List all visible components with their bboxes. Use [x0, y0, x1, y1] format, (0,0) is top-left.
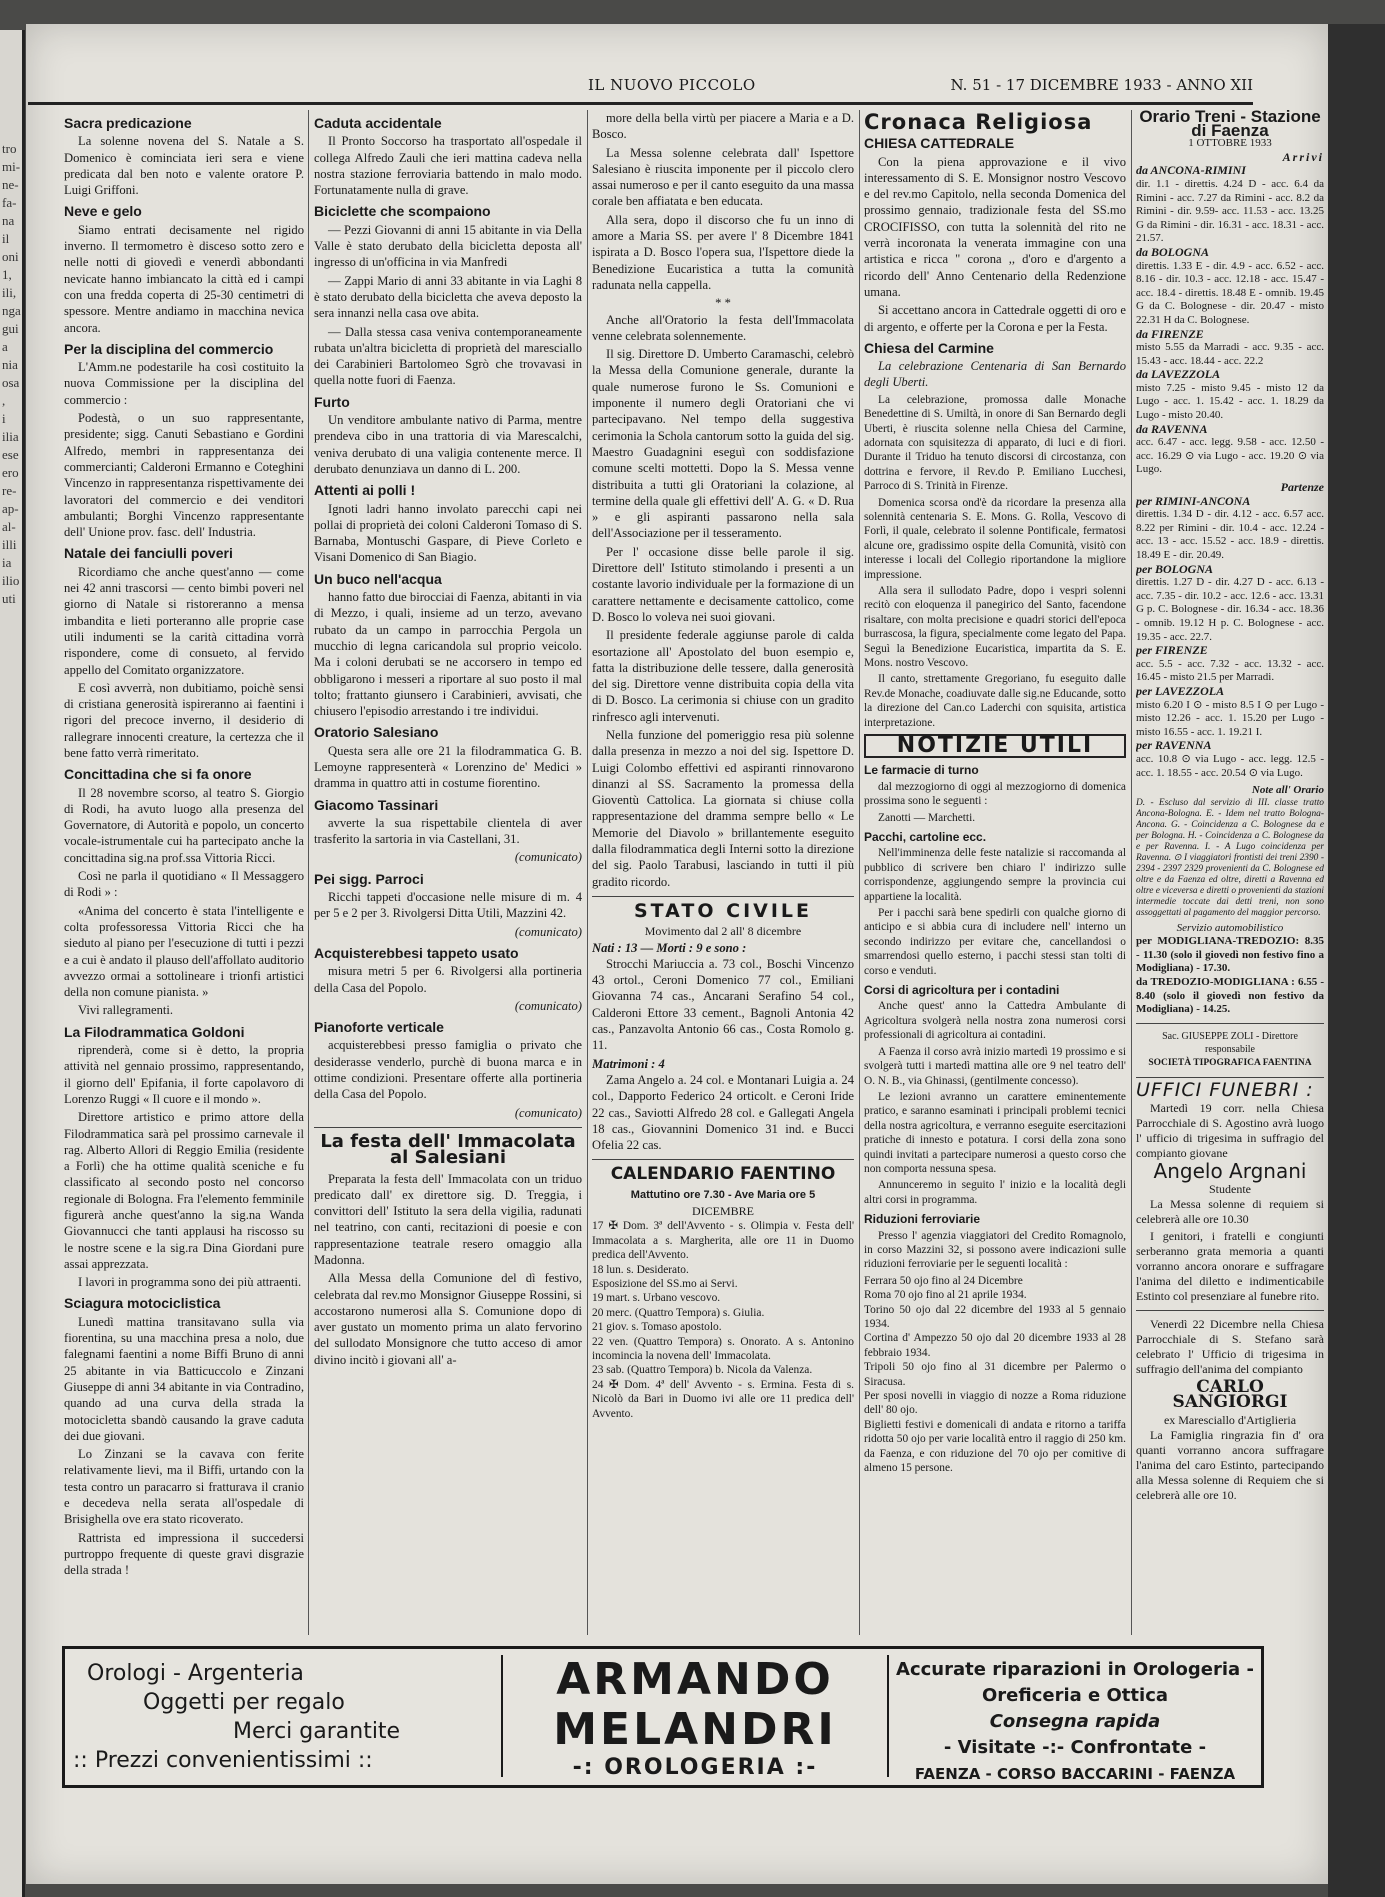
- article-body: Presso l' agenzia viaggiatori del Credito Romagnolo, in corso Mazzini 32, si possono avere indicazioni sulle riduzioni ferroviarie per le seguenti località :: [864, 1229, 1126, 1271]
- column-rule: [587, 110, 588, 1635]
- article-body: Alla Messa della Comunione del dì festivo, celebrata dal rev.mo Monsignor Giuseppe Rossini, si accostarono numerosi alla S. Comunione dopo di aver gustato un momento prima un alato fervorino del sullodato Monsignore che tutto acceso di amor divino incitò i giovani all' a-: [314, 1271, 582, 1367]
- article-body: riprenderà, come si è detto, la propria attività nel gennaio prossimo, rappresentando, il giorno dell' Epifania, il forte capolavoro di Lorenzo Ruggi « Il cuore e il mondo ».: [64, 1043, 304, 1106]
- arrivals-label: Arrivi: [1282, 149, 1324, 164]
- article-title: Acquisterebbesi tappeto usato: [314, 944, 519, 961]
- notes-label: Note all' Orario: [1251, 784, 1324, 797]
- article-title: Per la disciplina del commercio: [64, 340, 274, 357]
- article-body: Con la piena approvazione e il vivo interessamento di S. E. Monsignor nostro Vescovo e del rev.mo Capitolo, nella seconda Domenica del prossimo gennaio, tradizionale festa del SS.mo CROCIFISSO, con tutta la solennità del rito ne verrà incoronata la venerata immagine con una artistica e ricca " corona ,, d'oro e d'argento a ricordo dell' Anno Centenario della Redenzione umana.: [864, 154, 1126, 299]
- prev-page-fragment: fa-: [2, 195, 17, 210]
- divider: [1136, 1310, 1324, 1311]
- article-body: — Dalla stessa casa veniva contemporaneamente rubata un'altra bicicletta di proprietà del maresciallo dei Carabinieri Bartolomeo Sgrò che trovavasi in quella notte fuori di Faenza.: [314, 324, 582, 388]
- prev-page-fragment: na: [2, 213, 15, 228]
- column-5: [1136, 110, 1324, 1630]
- divider: [592, 896, 854, 897]
- stato-civile-subtitle: Movimento dal 2 all' 8 dicembre: [644, 924, 802, 939]
- article-body: Anche quest' anno la Cattedra Ambulante di Agricoltura svolgerà nella nostra zona numerosi corsi professionali di agricoltura ai contadini.: [864, 1000, 1126, 1042]
- train-direction: da BOLOGNA: [1136, 244, 1210, 259]
- funeral-heading: UFFICI FUNEBRI :: [1136, 1078, 1314, 1101]
- train-times: direttis. 1.34 D - dir. 4.12 - acc. 6.57 acc. 8.22 per Rimini - dir. 10.4 - acc. 12.24 - acc. 13 - acc. 15.52 - acc. 18.9 - direttis. 18.49 E - dir. 20.49.: [1136, 508, 1324, 561]
- column-4: [864, 110, 1126, 1630]
- article-body: misura metri 5 per 6. Rivolgersi alla portineria della Casa del Popolo.: [314, 964, 582, 995]
- prev-page-fragment: i: [2, 411, 6, 426]
- melandri-advertisement: [62, 1646, 1264, 1788]
- article-body: Anche all'Oratorio la festa dell'Immacolata venne celebrata solennemente.: [592, 312, 854, 343]
- prev-page-fragment: mi-: [2, 159, 21, 174]
- stato-civile-nati: Nati : 13 — Morti : 9 e sono :: [592, 940, 747, 955]
- train-times: direttis. 1.33 E - dir. 4.9 - acc. 6.52 - acc. 8.16 - dir. 10.3 - acc. 12.18 - acc. 15.47 - acc. 18.4 - direttis. 18.48 E - omnib. 19.45 G da C. Bolognese - dir. 20.47 - misto 22.31 H da C. Bolognese.: [1136, 259, 1324, 326]
- ad-name-first: ARMANDO: [556, 1654, 834, 1705]
- comunicato-note: (comunicato): [514, 850, 582, 865]
- article-body: Nella funzione del pomeriggio resa più solenne dalla presenza in mezzo a noi del sig. Ispettore D. Luigi Colombo effettivi ed aspiranti rinnovarono dinanzi al SS. Sacramento la promessa della Gioventù Cattolica. La giornata si chiuse colla rappresentazione del dramma sempre bello « Le Memorie del Diavolo » brillantemente eseguito dalla filodrammatica degli Interni sotto la direzione del sig. Paolo Tarabusi, lasciando in tutti il più gradito ricordo.: [592, 727, 854, 889]
- article-body: Per i pacchi sarà bene spedirli con qualche giorno di anticipo e si abbia cura di includere nell' interno un secondo indirizzo per evitare che, cancellandosi o smarrendosi quello esterno, i pacchi stessi stan tolti di corso e venduti.: [864, 907, 1126, 977]
- train-schedule-heading: Orario Treni - Stazione di Faenza: [1139, 110, 1321, 140]
- article-title: Oratorio Salesiano: [314, 724, 439, 741]
- article-title: Un buco nell'acqua: [314, 570, 442, 587]
- prev-page-fragment: illi: [2, 537, 17, 552]
- calendar-heading: CALENDARIO FAENTINO: [610, 1164, 836, 1185]
- prev-page-fragment: oni: [2, 249, 19, 264]
- calendar-subtitle: Mattutino ore 7.30 - Ave Maria ore 5: [630, 1188, 816, 1201]
- printer-line: SOCIETÀ TIPOGRAFICA FAENTINA: [1148, 1058, 1312, 1069]
- ad-line: Merci garantite: [233, 1719, 401, 1744]
- prev-page-fragment: ilio: [2, 573, 20, 588]
- article-body: La Messa solenne celebrata dall' Ispettore Salesiano è riuscita imponente per il piccolo clero assai numeroso e per il canto eseguito da una massa corale ben affiatata e ben educata.: [592, 145, 854, 209]
- article-body: Il sig. Direttore D. Umberto Caramaschi, celebrò la Messa della Comunione generale, durante la quale numerose furono le Ss. Comunioni e imponente il numero degli Oratoriani che vi partecipavano. Nel tempo della suggestiva cerimonia la Schola cantorum sotto la guida del sig. Maestro Guadagnini eseguì con soddisfazione comune scelti mottetti. Dopo la S. Messa venne distribuita a tutti gli Oratoriani la colazione, al termine della quale gli effettivi dell' A. G. « D. Rua » e gli aspiranti passarono nella sala dell'Associazione per il tesseramento.: [592, 347, 854, 541]
- ad-divider: [501, 1655, 503, 1777]
- deceased-name: CARLO SANGIORGI: [1172, 1377, 1288, 1413]
- article-body: A Faenza il corso avrà inizio martedì 19 prossimo e si svolgerà tutti i martedì mattina alle ore 9 nel teatro dell' O. N. B., via Ghinassi, (gentilmente concesso).: [864, 1045, 1126, 1087]
- prev-page-fragment: ,: [2, 393, 6, 408]
- section-title: Pacchi, cartoline ecc.: [864, 830, 987, 845]
- arrivals-list: [1136, 164, 1324, 477]
- departures-list: [1136, 495, 1324, 780]
- ad-divider: [887, 1655, 889, 1777]
- departures-label: Partenze: [1280, 480, 1324, 495]
- stato-civile-morti: Strocchi Mariuccia a. 73 col., Boschi Vincenzo 43 ortol., Ceroni Domenico 77 col., Emiliani Giovanna 74 cas., Ancarani Serafino 54 col., Calderoni Ettore 33 cement., Bagnoli Antonia 42 cas., Panzavolta Antonio 66 cas., Costa Romolo g. 11.: [592, 956, 854, 1053]
- article-body: — Zappi Mario di anni 33 abitante in via Laghi 8 è stato derubato della bicicletta che aveva deposto la sera innanzi nella casa ove abita.: [314, 273, 582, 321]
- article-body: Le lezioni avranno un carattere eminentemente pratico, e saranno esaminati i principali problemi tecnici della nostra agricoltura, e verranno eseguite esercitazioni pratiche di innesto e potatura. I corsi della zona sono quindi invitati a partecipare numerosi a questo corso che non comporta nessuna spesa.: [864, 1090, 1126, 1175]
- calendar-entry: 22 ven. (Quattro Tempora) s. Onorato. A s. Antonino incomincia la novena dell' Immacolata.: [592, 1335, 854, 1362]
- article-body: Il presidente federale aggiunse parole di calda esortazione all' Apostolato del buon esempio e, fatta la distribuzione delle tessere, dalla generosità del sig. Direttore venne distribuita copia della vita di D. Bosco. La cerimonia si chiuse con un gradito rinfresco agli intervenuti.: [592, 628, 854, 724]
- article-title: La Filodrammatica Goldoni: [64, 1023, 245, 1040]
- train-times: acc. 5.5 - acc. 7.32 - acc. 13.32 - acc. 16.45 - misto 21.5 per Marradi.: [1136, 657, 1324, 684]
- calendar-entry: Esposizione del SS.mo ai Servi.: [592, 1277, 738, 1290]
- bus-line: da TREDOZIO-MODIGLIANA : 6.55 - 8.40 (solo il giovedì non festivo da Modigliana) - 14.25.: [1136, 976, 1324, 1016]
- bus-line: per MODIGLIANA-TREDOZIO: 8.35 - 11.30 (solo il giovedì non festivo fino a Modigliana) - 17.30.: [1136, 935, 1324, 975]
- notizie-utili-box: [864, 734, 1126, 758]
- divider: [1136, 1077, 1324, 1078]
- page-header: [28, 72, 1253, 105]
- article-body: hanno fatto due birocciai di Faenza, abitanti in via di Mezzo, i quali, insieme ad un terzo, avevano rubato da un campo in parrocchia Pergola un mucchio di legna caricandola sul proprio veicolo. Ma i coloni derubati se ne accorsero in tempo ed obbligarono i messeri a riportare al suo posto il mal tolto; frattanto giunsero i Carabinieri, avvisati, che chiusero l'episodio arrestando i tre individui.: [314, 590, 582, 719]
- article-body: «Anima del concerto è stata l'intelligente e colta professoressa Vittoria Ricci che ha sieduto al piano per l'esecuzione di tutti i pezzi e a cui è andato il plauso dell'affollato auditorio avvezzo ormai a sottolineare i trionfi artistici della non comune pianista. »: [64, 903, 304, 1000]
- article-body: dal mezzogiorno di oggi al mezzogiorno di domenica prossima sono le seguenti :: [864, 780, 1126, 808]
- column-rule: [308, 110, 309, 1635]
- article-body: Così ne parla il quotidiano « Il Messaggero di Rodi » :: [64, 869, 304, 900]
- train-times: misto 6.20 I ⊙ - misto 8.5 I ⊙ per Lugo - misto 12.26 - acc. 1. 15.20 per Lugo - misto 16.55 - acc. 1. 19.21 I.: [1136, 698, 1324, 738]
- fare-line: Tripoli 50 ojo fino al 31 dicembre per Palermo o Siracusa.: [864, 1361, 1126, 1388]
- article-body: avverte la sua rispettabile clientela di aver trasferito la sartoria in via Castellani, 31.: [314, 815, 582, 847]
- article-body: Alla sera il sullodato Padre, dopo i vespri solenni recitò con eloquenza il panegirico del Santo, facendone risaltare, con molta precisione e quadri storici dell'epoca burrascosa, la figura, specialmente come legato del Papa. Seguì la Benedizione Eucaristica, impartita da S. E. Mons. nostro Vescovo.: [864, 585, 1126, 670]
- train-times: dir. 1.1 - direttis. 4.24 D - acc. 6.4 da Rimini - acc. 7.27 da Rimini - acc. 8.2 da Rimini - dir. 9.59- acc. 11.53 - acc. 13.25 G da Rimini - dir. 16.31 - acc. 18.31 - acc. 21.57.: [1136, 177, 1324, 245]
- calendar-entry: 23 sab. (Quattro Tempora) b. Nicola da Valenza.: [592, 1364, 813, 1377]
- scan-right-edge: [1328, 24, 1385, 1897]
- cronaca-religiosa-heading: Cronaca Religiosa: [864, 110, 1093, 134]
- article-title: Giacomo Tassinari: [314, 796, 439, 813]
- deceased-name: Angelo Argnani: [1153, 1159, 1307, 1184]
- deceased-title: ex Maresciallo d'Artiglieria: [1163, 1413, 1297, 1428]
- ad-address: FAENZA - CORSO BACCARINI - FAENZA: [914, 1765, 1236, 1783]
- prev-page-fragment: gui: [2, 321, 19, 336]
- article-body: acquisterebbesi presso famiglia o privato che desiderasse venderlo, purchè di buona marca e in ottime condizioni. Presentare offerte alla portineria della Casa del Popolo.: [314, 1038, 582, 1102]
- article-body: Rattrista ed impressiona il succedersi purtroppo frequente di queste gravi disgrazie della strada !: [64, 1530, 304, 1578]
- stato-civile-matrimoni-list: Zama Angelo a. 24 col. e Montanari Luigia a. 24 col., Dapporto Federico 24 orticolt. e Ceroni Iride 22 cas., Saviotti Alfredo 28 col. e Gallegati Angela 18 cas., Giovannini Domenico 31 ind. e Bucci Ofelia 22 cas.: [592, 1072, 854, 1153]
- prev-page-fragment: a: [2, 339, 8, 354]
- article-body: — Pezzi Giovanni di anni 15 abitante in via Della Valle è stato derubato della bicicletta deposta all' ingresso di un'officina in via Manfredi: [314, 222, 582, 270]
- article-body: Ignoti ladri hanno involato parecchi capi nei pollai di proprietà dei coloni Calderoni Tomaso di S. Barnaba, Montuschi Gaspare, di Pieve Corleto e Visani Domenico di San Biagio.: [314, 501, 582, 565]
- ad-line: Consegna rapida: [989, 1711, 1161, 1732]
- funeral-text: La Messa solenne di requiem si celebrerà alle ore 10.30: [1136, 1197, 1324, 1227]
- train-schedule-date: 1 OTTOBRE 1933: [1188, 137, 1272, 150]
- article-body: I lavori in programma sono dei più attraenti.: [78, 1275, 302, 1290]
- column-rule: [1131, 110, 1132, 1635]
- ad-line: Accurate riparazioni in Orologeria - Oreficeria e Ottica: [896, 1659, 1254, 1706]
- train-direction: per LAVEZZOLA: [1136, 683, 1225, 698]
- prev-page-fragment: 1,: [2, 267, 12, 282]
- comunicato-note: (comunicato): [514, 1105, 582, 1120]
- article-body: Il 28 novembre scorso, al teatro S. Giorgio di Rodi, ha avuto luogo alla presenza del Governatore, di Autorità e popolo, un concerto vocale-istrumentale cui ha partecipato anche la concittadina sig.na prof.ssa Vittoria Ricci.: [64, 785, 304, 865]
- article-body: more della bella virtù per piacere a Maria e a D. Bosco.: [592, 111, 854, 142]
- prev-page-fragment: nia: [2, 357, 18, 372]
- section-title: Corsi di agricoltura per i contadini: [864, 983, 1060, 998]
- article-body: Vivi rallegramenti.: [78, 1003, 174, 1018]
- prev-page-fragment: ap-: [2, 501, 19, 516]
- article-body: Questa sera alle ore 21 la filodrammatica G. B. Lemoyne rappresenterà « Lorenzino de' Medici » dramma in quattro atti in costume fiorentino.: [314, 743, 582, 791]
- article-title: Concittadina che si fa onore: [64, 766, 252, 783]
- article-title: Neve e gelo: [64, 203, 142, 220]
- prev-page-fragment: ne-: [2, 177, 19, 192]
- article-title: Attenti ai polli !: [314, 482, 416, 499]
- calendar-entry: 19 mart. s. Urbano vescovo.: [592, 1292, 721, 1305]
- prev-page-fragment: il: [2, 231, 10, 246]
- bus-service-label: Servizio automobilistico: [1176, 921, 1284, 934]
- calendar-entry: 18 lun. s. Desiderato.: [592, 1263, 689, 1276]
- article-body: Ricchi tappeti d'occasione nelle misure di m. 4 per 5 e 2 per 3. Rivolgersi Ditta Utili, Mazzini 42.: [314, 890, 582, 921]
- funeral-text: Martedì 19 corr. nella Chiesa Parrocchiale di S. Agostino avrà luogo l' ufficio di trigesima in suffragio del compianto giovane: [1136, 1101, 1324, 1161]
- fare-line: Cortina d' Ampezzo 50 ojo dal 20 dicembre 1933 al 28 febbraio 1934.: [864, 1332, 1126, 1359]
- article-body: Annunceremo in seguito l' inizio e la località degli altri corsi in programma.: [864, 1179, 1126, 1206]
- ad-business: -: OROLOGERIA :-: [572, 1755, 818, 1780]
- article-body: La solenne novena del S. Natale a S. Domenico è cominciata ieri sera e viene predicata dal ben noto e valente oratore P. Luigi Griffoni.: [64, 134, 304, 198]
- article-body: Per l' occasione disse belle parole il sig. Direttore dell' Istituto stimolando i presenti a un costante lavorio individuale per la formazione di un carattere nettamente e decisamente cattolico, come D. Bosco lo voleva nei suoi giovani.: [592, 544, 854, 624]
- ad-name-last: MELANDRI: [553, 1704, 837, 1755]
- article-body: Preparata la festa dell' Immacolata con un triduo predicato dall' ex direttore sig. D. Treggia, i convittori dell' Istituto la sera della vigilia, radunati nel teatrino, con canti, recitazioni di poesie e con rappresentazione teatrale resero omaggio alla Madonna.: [314, 1171, 582, 1267]
- calendar-month: DICEMBRE: [691, 1204, 754, 1218]
- article-title: Pei sigg. Parroci: [314, 870, 424, 887]
- article-body: Alla sera, dopo il discorso che fu un inno di amore a Maria SS. per avere l' 8 Dicembre 1841 ispirata a D. Bosco l'opera sua, l'Ispettore diede la Benedizione Eucaristica a tutta la comunità radunata nella cappella.: [592, 212, 854, 292]
- ad-line: - Visitate -:- Confrontate -: [943, 1737, 1207, 1758]
- article-body: Il Pronto Soccorso ha trasportato all'ospedale il collega Alfredo Zauli che ieri mattina cadeva nella nostra stazione ferroviaria battendo in malo modo. Fortunatamente nulla di grave.: [314, 134, 582, 198]
- calendar-entry: 24 ✠ Dom. 4ª dell' Avvento - s. Ermina. Festa di s. Nicolò da Bari in Duomo ivi alle ore 11 predica dell' Avvento.: [592, 1378, 854, 1420]
- article-body: Lo Zinzani se la cavava con ferite relativamente lievi, ma il Biffi, urtando con la testa contro un paracarro si fratturava il cranio e decedeva nella serata all'ospedale di Brisighella ove era stato ricoverato.: [64, 1447, 304, 1527]
- funeral-text: La Famiglia ringrazia fin d' ora quanti vorranno ancora suffragare l'anima del caro Estinto, partecipando alla Messa solenne di Requiem che si celebrerà alle ore 10.: [1136, 1428, 1324, 1503]
- train-times: misto 5.55 da Marradi - acc. 9.35 - acc. 15.43 - acc. 18.44 - acc. 22.2: [1136, 341, 1324, 367]
- prev-page-fragment: al-: [2, 519, 16, 534]
- deceased-title: Studente: [1209, 1182, 1251, 1197]
- article-title: Biciclette che scompaiono: [314, 203, 491, 220]
- ad-line: Oggetti per regalo: [143, 1690, 345, 1715]
- train-times: acc. 6.47 - acc. legg. 9.58 - acc. 12.50 - acc. 16.29 ⊙ via Lugo - acc. 19.20 ⊙ via Lugo.: [1136, 436, 1324, 476]
- section-subtitle: La celebrazione Centenaria di San Bernardo degli Uberti.: [864, 359, 1126, 390]
- article-body: Il canto, strettamente Gregoriano, fu eseguito dalle Rev.de Monache, coadiuvate dalle sig.ne Educande, sotto la direzione del Can.co Laderchi con squisita, artistica interpretazione.: [864, 673, 1126, 729]
- fare-line: Biglietti festivi e domenicali di andata e ritorno a tariffa ridotta 50 ojo per varie località entro il raggio di 250 km. da Faenza, e con riduzione del 70 ojo per comitive di almeno 15 persone.: [864, 1418, 1126, 1475]
- article-body: E così avverrà, non dubitiamo, poichè sensi di cristiana generosità ispireranno ai faentini i rigori del precoce inverno, il desiderio di rallegrare innocenti creature, la certezza che il bene fatto verrà rimeritato.: [64, 680, 304, 760]
- column-2: [314, 110, 582, 1630]
- article-body: Lunedì mattina transitavano sulla via fiorentina, su una macchina presa a nolo, due falegnami faentini a nome Biffi Bruno di anni 25 abitante in via Batticuccolo e Zinzani Giuseppe di anni 34 abitante in via Contradino, quando ad una curva della strada la motocicletta sbandò causando la grave caduta dei due giovani.: [64, 1314, 304, 1443]
- train-times: direttis. 1.27 D - dir. 4.27 D - acc. 6.13 - acc. 7.35 - dir. 10.2 - acc. 12.6 - acc. 13.31 G p. C. Bolognese - dir. 16.34 - acc. 18.36 - omnib. 19.12 H p. C. Bolognese - acc. 19.35 - acc. 22.7.: [1136, 576, 1324, 643]
- editor-line: Sac. GIUSEPPE ZOLI - Direttore responsabile: [1162, 1030, 1298, 1056]
- prev-page-fragment: tro: [2, 141, 17, 156]
- article-body: Un venditore ambulante nativo di Parma, mentre prendeva cibo in una trattoria di via Marescalchi, veniva derubato di una valigia contenente merce. Il derubato denunziava un danno di L. 200.: [314, 413, 582, 476]
- prev-page-fragment: ili,: [2, 285, 17, 300]
- article-body: La celebrazione, promossa dalle Monache Benedettine di S. Umiltà, in onore di San Bernardo degli Uberti, è riuscita solenne nella Chiesa del Carmine, adornata con squisitezza di apparato, di luci e di fiori. Durante il Triduo ha tenuto discorsi di circostanza, con dottrina e fervore, il Rev.do P. Emiliano Lucchesi, Parroco di S. Trinità in Firenze.: [864, 393, 1126, 493]
- ad-line: Orologi - Argenteria: [87, 1661, 304, 1686]
- divider: [1136, 1023, 1324, 1024]
- fare-line: Ferrara 50 ojo fino al 24 Dicembre: [864, 1274, 1023, 1287]
- prev-page-fragment: ese: [2, 447, 19, 462]
- train-times: acc. 10.8 ⊙ via Lugo - acc. legg. 12.5 - acc. 1. 18.55 - acc. 20.54 ⊙ via Lugo.: [1136, 752, 1324, 779]
- calendar-entry: 20 merc. (Quattro Tempora) s. Giulia.: [592, 1306, 765, 1319]
- article-body: Nell'imminenza delle feste natalizie si raccomanda al pubblico di scrivere ben chiaro l' indirizzo sulle corrispondenze, aggiungendo sempre la provincia cui appartiene la località.: [864, 847, 1126, 903]
- train-direction: da ANCONA-RIMINI: [1136, 163, 1246, 178]
- train-direction: per RIMINI-ANCONA: [1136, 493, 1251, 508]
- article-body: Zanotti — Marchetti.: [878, 811, 976, 824]
- immacolata-headline: La festa dell' Immacolata al Salesiani: [320, 1130, 576, 1169]
- funeral-text: I genitori, i fratelli e congiunti serberanno grata memoria a quanti vorranno ancora onorare e suffragare l'anima del diletto e indimenticabile Estinto col presenziare al funebre rito.: [1136, 1229, 1324, 1304]
- funeral-text: Venerdì 22 Dicembre nella Chiesa Parrocchiale di S. Stefano sarà celebrato l' Ufficio di trigesima in suffragio dell'anima del compianto: [1136, 1317, 1324, 1377]
- article-title: Natale dei fanciulli poveri: [64, 545, 233, 562]
- fare-line: Torino 50 ojo dal 22 dicembre del 1933 al 5 gennaio 1934.: [864, 1303, 1126, 1331]
- article-body: Ricordiamo che anche quest'anno — come nei 42 anni trascorsi — cento bimbi poveri nel giorno di Natale si ristoreranno a mensa imbandita e lieti porteranno alle proprie case utili indumenti se la carità cittadina vorrà rispondere, come di consueto, al fervido appello del Comitato organizzatore.: [64, 564, 304, 677]
- comunicato-note: (comunicato): [514, 998, 582, 1013]
- prev-page-fragment: osa: [2, 375, 20, 390]
- article-title: Sacra predicazione: [64, 115, 192, 131]
- article-title: Sciagura motociclistica: [64, 1295, 221, 1312]
- publication-title: IL NUOVO PICCOLO: [588, 76, 756, 94]
- calendar-entry: 17 ✠ Dom. 3ª dell'Avvento - s. Olimpia v. Festa dell' Immacolata a s. Margherita, alle ore 11 in Duomo predica dell'Avvento.: [592, 1220, 854, 1262]
- article-body: Si accettano ancora in Cattedrale oggetti di oro e di argento, e offerte per la Corona e per la Festa.: [864, 303, 1126, 334]
- section-title: CHIESA CATTEDRALE: [864, 135, 1015, 152]
- article-body: Direttore artistico e primo attore della Filodrammatica sarà pel prossimo carnevale il rag. Alberto Allori di Reggio Emilia (residente a Forlì) che ha ottime qualità sceniche e fu classificato al secondo posto nel concorso regionale di Bologna. Fra l'elemento femminile figurerà anche quest'anno la sig.na Wanda Giovannucci che tanti applausi ha riscosso su le nostre scene e la sig.ra Dina Giordani pure assai apprezzata.: [64, 1110, 304, 1271]
- prev-page-fragment: ia: [2, 555, 12, 570]
- prev-page-fragment: uti: [2, 591, 16, 606]
- article-body: Siamo entrati decisamente nel rigido inverno. Il termometro è disceso sotto zero e nelle notti di giovedì e venerdì abbondanti nevicate hanno imbiancato la città ed i campi con una fredda coperta di 25-30 centimetri di spessore. Mentre andiamo in macchina nevica ancora.: [64, 222, 304, 335]
- article-body: L'Amm.ne podestarile ha così costituito la nuova Commissione per la disciplina del commercio :: [64, 360, 304, 407]
- schedule-notes: D. - Escluso dal servizio di III. classe tratto Ancona-Bologna. E. - Idem nel tratto Bologna-Ancona. G. - Coincidenza a C. Bolognese da e per Bologna. H. - Coincidenza a C. Bolognese da e per Ravenna. I. - A Lugo coincidenza per Ravenna. ⊙ I viaggiatori frontisti dei treni 2390 - 2394 - 2397 2329 provenienti da C. Bolognese ed oltre e da Faenza ed oltre, diretti a Ravenna ed oltre e viceversa e diretti o provenienti da stazioni intermedie toccate dai detti treni, non sono assoggettati al pagamento del maggior percorso.: [1136, 797, 1324, 918]
- fare-line: Per sposi novelli in viaggio di nozze a Roma riduzione dell' 80 ojo.: [864, 1390, 1126, 1417]
- divider: [314, 1127, 582, 1128]
- previous-page-edge: [0, 30, 25, 1897]
- stato-civile-heading: STATO CIVILE: [634, 899, 812, 922]
- column-3: [592, 110, 854, 1630]
- train-direction: per RAVENNA: [1136, 738, 1212, 753]
- calendar-entry: 21 giov. s. Tomaso apostolo.: [592, 1321, 722, 1334]
- column-1: [64, 110, 304, 1630]
- prev-page-fragment: nga: [2, 303, 21, 318]
- article-title: Furto: [314, 393, 350, 410]
- section-title: Chiesa del Carmine: [864, 339, 994, 356]
- train-direction: per FIRENZE: [1136, 643, 1208, 658]
- comunicato-note: (comunicato): [514, 924, 582, 939]
- train-direction: per BOLOGNA: [1136, 561, 1213, 576]
- train-direction: da LAVEZZOLA: [1136, 367, 1221, 382]
- notizie-utili-heading: NOTIZIE UTILI: [896, 733, 1094, 759]
- train-times: misto 7.25 - misto 9.45 - misto 12 da Lugo - acc. 1. 15.42 - acc. 1. 18.29 da Lugo - misto 20.40.: [1136, 381, 1324, 422]
- article-title: Caduta accidentale: [314, 115, 442, 131]
- issue-info: N. 51 - 17 DICEMBRE 1933 - ANNO XII: [950, 76, 1253, 94]
- prev-page-fragment: ilia: [2, 429, 19, 444]
- section-title: Riduzioni ferroviarie: [864, 1212, 981, 1227]
- article-title: Pianoforte verticale: [314, 1019, 444, 1036]
- stato-civile-matrimoni: Matrimoni : 4: [592, 1056, 665, 1071]
- section-title: Le farmacie di turno: [864, 763, 979, 778]
- asterism: * *: [715, 296, 731, 311]
- train-direction: da RAVENNA: [1136, 421, 1208, 436]
- train-direction: da FIRENZE: [1136, 326, 1204, 341]
- prev-page-fragment: re-: [2, 483, 17, 498]
- fare-line: Roma 70 ojo fino al 21 aprile 1934.: [864, 1289, 1027, 1302]
- divider: [592, 1159, 854, 1160]
- prev-page-fragment: ero: [2, 465, 19, 480]
- article-body: Podestà, o un suo rappresentante, presidente; sigg. Canuti Sebastiano e Gordini Alfredo, membri in rappresentanza dei commercianti; Calderoni Ermanno e Coteghini Vincenzo in rappresentanza rispettivamente dei lavoratori del commercio e dei venditori ambulanti; Borghi Vincenzo rappresentante dell' Unione prov. fasc. dell' Industria.: [64, 411, 304, 540]
- column-rule: [859, 110, 860, 1635]
- article-body: Domenica scorsa ond'è da ricordare la presenza alla solennità centenaria S. E. Mons. G. Rolla, Vescovo di Forlì, il quale, celebrato il solenne Pontificale, fermatosi alcune ore, gradissimo ospite della Comunità, visitò con interesse i locali del Collegio riportandone la migliore impressione.: [864, 496, 1126, 581]
- ad-line: :: Prezzi convenientissimi ::: [73, 1748, 373, 1773]
- calendar-list: [592, 1219, 854, 1421]
